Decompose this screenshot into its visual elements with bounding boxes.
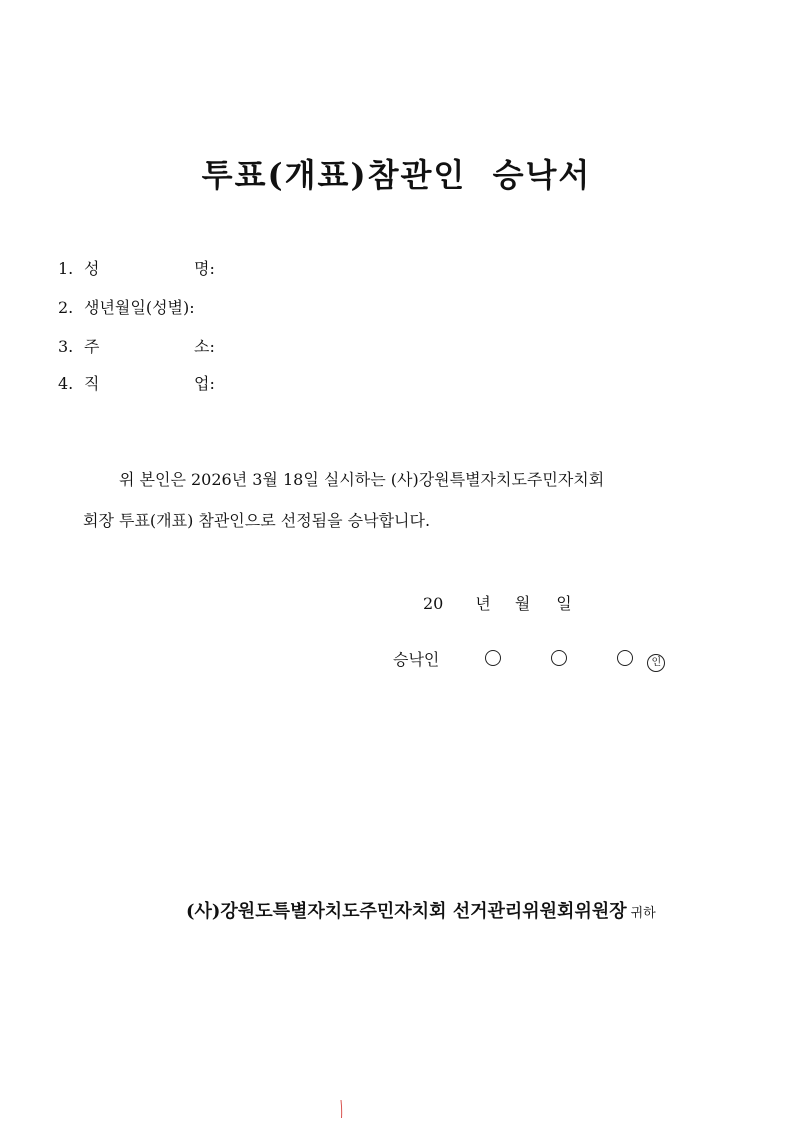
year-label: 년	[475, 594, 491, 613]
consent-paragraph-line-2: 회장 투표(개표) 참관인으로 선정됨을 승낙합니다.	[83, 511, 431, 530]
name-placeholder-circle	[617, 650, 633, 666]
field-number: 1.	[58, 259, 74, 278]
document-title: 투표(개표)참관인 승낙서	[201, 156, 592, 194]
consent-text: 위 본인은 2026년 3월 18일 실시하는 (사)강원특별자치도주민자치회	[119, 470, 605, 489]
recipient-line	[186, 900, 656, 926]
signer-row	[393, 649, 665, 672]
field-birthdate	[58, 297, 195, 319]
field-colon: :	[189, 298, 195, 317]
field-number: 2.	[58, 298, 74, 317]
field-number: 3.	[58, 337, 74, 356]
field-label-end: 명	[194, 259, 210, 278]
field-label: 생년월일(성별)	[84, 298, 190, 317]
field-colon: :	[209, 374, 215, 393]
year-prefix: 20	[423, 594, 444, 613]
field-colon: :	[209, 259, 215, 278]
recipient-honorific: 귀하	[630, 906, 656, 921]
field-label: 주	[84, 337, 100, 356]
month-label: 월	[514, 594, 531, 613]
recipient-name: (사)강원도특별자치도주민자치회 선거관리위원회위원장	[186, 901, 627, 922]
field-name	[58, 258, 215, 280]
signer-label: 승낙인	[393, 650, 440, 669]
field-label-end: 업	[194, 374, 210, 393]
field-number: 4.	[58, 374, 74, 393]
pen-mark	[340, 1100, 343, 1118]
name-placeholder-circle	[551, 650, 567, 666]
name-placeholder-circle	[485, 650, 501, 666]
consent-paragraph-line-1	[83, 469, 723, 491]
field-address	[58, 336, 215, 358]
field-colon: :	[209, 337, 215, 356]
field-label: 성	[84, 259, 100, 278]
field-label-end: 소	[194, 337, 210, 356]
date-row	[423, 593, 572, 615]
seal-mark: 인	[647, 654, 665, 672]
field-occupation	[58, 373, 215, 395]
field-label: 직	[84, 374, 100, 393]
day-label: 일	[556, 594, 572, 613]
